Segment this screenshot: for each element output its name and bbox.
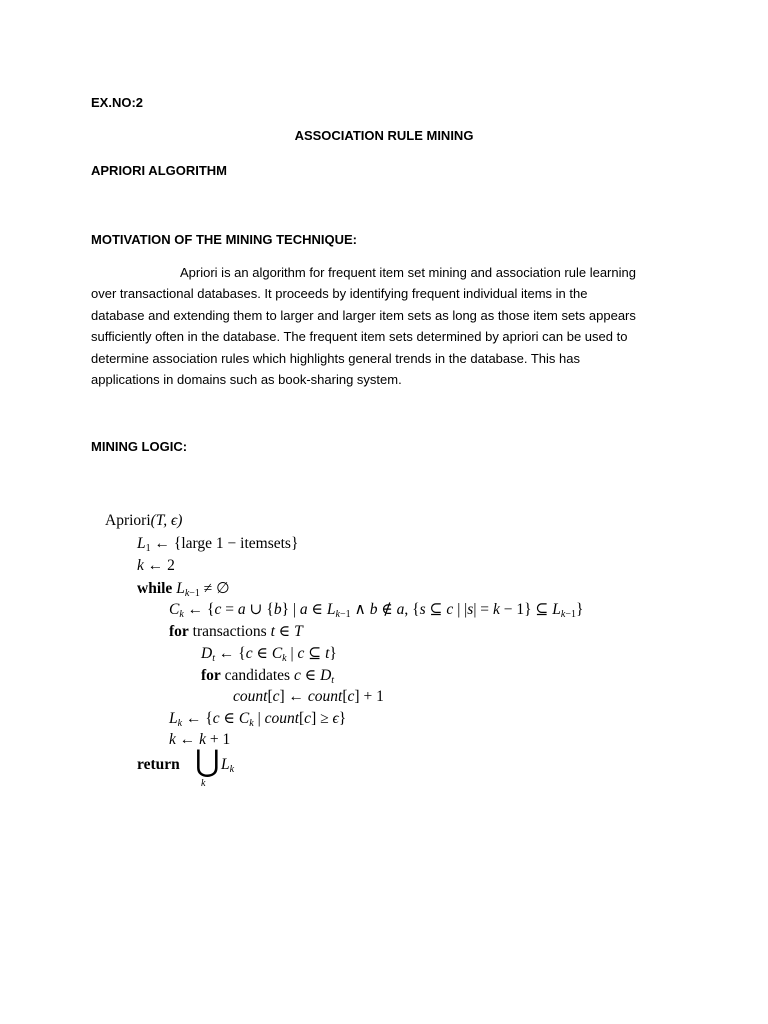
motivation-paragraph [91, 262, 681, 390]
mining-logic-heading: MINING LOGIC: [91, 439, 188, 454]
algo-line-lk: $L_k$ ← {c ∈ $C_k$ | count[c] ≥ ϵ} [169, 710, 347, 729]
paragraph-line: determine association rules which highlights general trends in the database. This has [91, 350, 580, 366]
document-subtitle: APRIORI ALGORITHM [91, 163, 228, 178]
algo-line-k-init: k ← 2 [137, 557, 175, 574]
apriori-pseudocode [105, 510, 665, 800]
algo-args: (T, ϵ) [150, 512, 183, 529]
paragraph-line: Apriori is an algorithm for frequent item set mining and association rule learning [180, 265, 636, 280]
document-title: ASSOCIATION RULE MINING [294, 128, 474, 143]
algo-line-for-candidates: for candidates c ∈ $D_t$ [201, 667, 335, 686]
kw-return: return [137, 756, 180, 773]
paragraph-line: applications in domains such as book-sharing system. [91, 372, 402, 388]
algo-name: Apriori [105, 512, 151, 529]
kw-for: for [201, 667, 221, 684]
paragraph-line: database and extending them to larger and larger item sets as long as those item sets appears [91, 307, 636, 323]
union-symbol: ⋃ [195, 745, 220, 778]
algo-line-for-transactions: for transactions t ∈ T [169, 623, 303, 640]
count-word: count [307, 688, 343, 705]
exercise-number: EX.NO:2 [91, 95, 144, 110]
algo-line-dt: $D_t$ ← {c ∈ $C_k$ | c ⊆ t} [201, 645, 337, 664]
algo-line-count: count[c] ← count[c] + 1 [233, 688, 384, 705]
transactions-word: transactions [192, 623, 267, 640]
algo-line-k-inc: k ← k + 1 [169, 731, 231, 748]
union-subscript: k [201, 778, 206, 789]
count-word: count [264, 710, 299, 727]
count-word: count [233, 688, 268, 705]
motivation-heading: MOTIVATION OF THE MINING TECHNIQUE: [91, 232, 358, 247]
algo-line-candidates: $C_k$ ← {c = a ∪ {b} | a ∈ $L_{k-1}$ ∧ b ∉ a, {s ⊆ c | |s| = k − 1} ⊆ $L_{k-1}$} [169, 601, 584, 620]
paragraph-line: sufficiently often in the database. The frequent item sets determined by apriori can be used to [91, 329, 628, 345]
algo-line-while: while $L_{k-1}$ ≠ ∅ [137, 580, 230, 599]
algo-line-l1: $L_1$ ← {large 1 − itemsets} [137, 535, 299, 554]
union-operand: $L_k$ [221, 756, 235, 775]
algo-line-header [105, 512, 182, 530]
candidates-word: candidates [224, 667, 291, 684]
paragraph-line: over transactional databases. It proceeds by identifying frequent individual items in the [91, 286, 588, 302]
kw-while: while [137, 580, 173, 597]
l1-text: large 1 − itemsets [181, 535, 291, 552]
kw-for: for [169, 623, 189, 640]
algo-line-return [137, 745, 277, 794]
